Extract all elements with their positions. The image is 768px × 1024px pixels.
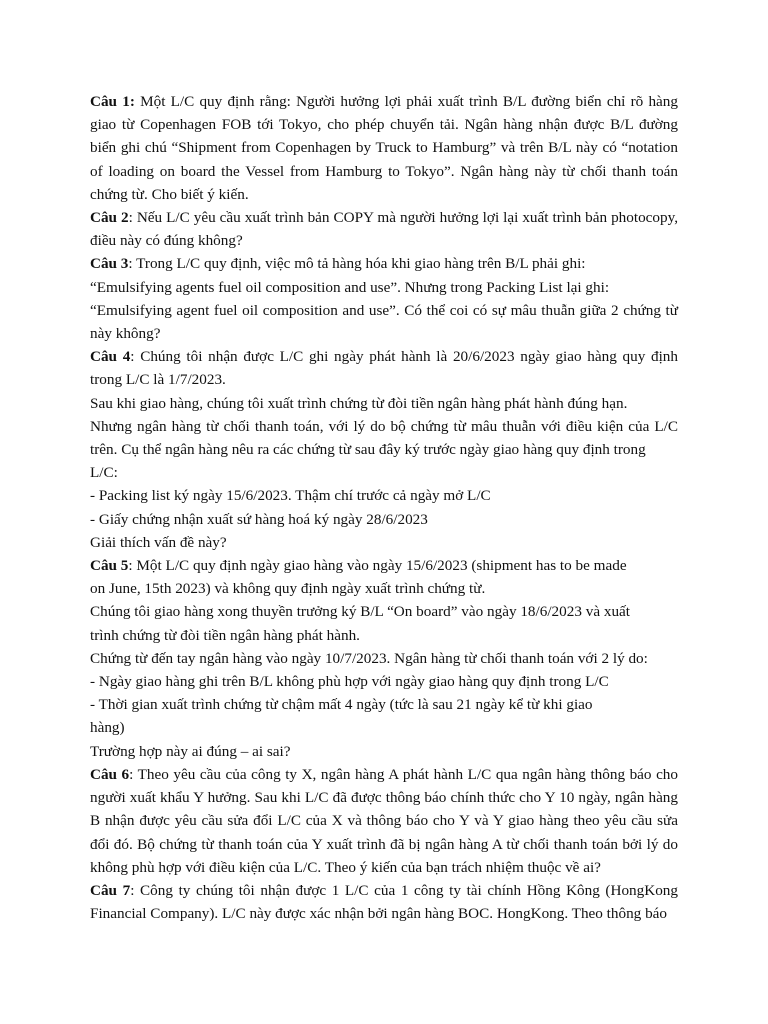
question-5-bullet-1: - Ngày giao hàng ghi trên B/L không phù hợp với ngày giao hàng quy định trong L/C (90, 673, 609, 691)
question-4-bullet-1: - Packing list ký ngày 15/6/2023. Thậm chí trước cả ngày mở L/C (90, 487, 491, 505)
question-4-paragraph-2: Sau khi giao hàng, chúng tôi xuất trình chứng từ đòi tiền ngân hàng phát hành đúng hạn. (90, 394, 628, 412)
question-6-label: Câu 6 (90, 765, 130, 783)
question-5-paragraph-2-end: trình chứng từ đòi tiền ngân hàng phát hành. (90, 626, 360, 644)
question-4-paragraph-3-end: L/C: (90, 464, 118, 482)
question-7 (90, 879, 678, 925)
question-4-paragraph-3: Nhưng ngân hàng từ chối thanh toán, với lý do bộ chứng từ mâu thuẫn với điều kiện của L/C trên. Cụ thể ngân hàng nêu ra các chứng từ sau đây ký trước ngày giao hàng quy định trong (90, 417, 678, 459)
question-2 (90, 206, 678, 252)
question-5-paragraph-2: Chúng tôi giao hàng xong thuyền trưởng ký B/L “On board” vào ngày 18/6/2023 và xuất (90, 603, 631, 621)
question-5-paragraph-3: Chứng từ đến tay ngân hàng vào ngày 10/7/2023. Ngân hàng từ chối thanh toán với 2 lý do: (90, 649, 648, 667)
question-2-label: Câu 2 (90, 209, 129, 227)
document-page (90, 90, 678, 925)
question-5-line-2: on June, 15th 2023) và không quy định ngày xuất trình chứng từ. (90, 580, 486, 598)
question-4-label: Câu 4 (90, 348, 131, 366)
question-1-label: Câu 1: (90, 93, 135, 110)
question-3-text: : Trong L/C quy định, việc mô tả hàng hóa khi giao hàng trên B/L phải ghi: (128, 255, 586, 273)
question-4-question: Giải thích vấn đề này? (90, 533, 227, 551)
question-4-text: : Chúng tôi nhận được L/C ghi ngày phát hành là 20/6/2023 ngày giao hàng quy định trong L/C là 1/7/2023. (90, 348, 678, 389)
question-7-label: Câu 7 (90, 881, 131, 899)
question-5-bullet-2: - Thời gian xuất trình chứng từ chậm mất 4 ngày (tức là sau 21 ngày kể từ khi giao (90, 696, 593, 714)
question-5-label: Câu 5 (90, 557, 129, 575)
question-5-question: Trường hợp này ai đúng – ai sai? (90, 742, 291, 760)
question-5 (90, 554, 678, 577)
question-3 (90, 252, 678, 275)
question-5-bullet-2-end: hàng) (90, 719, 125, 737)
question-5-text: : Một L/C quy định ngày giao hàng vào ngày 15/6/2023 (shipment has to be made (128, 557, 627, 575)
question-1 (90, 90, 678, 206)
question-3-line-3: “Emulsifying agent fuel oil composition and use”. Có thể coi có sự mâu thuẫn giữa 2 chứng từ này không? (90, 301, 678, 343)
question-6 (90, 763, 678, 879)
question-4 (90, 345, 678, 391)
question-6-text: : Theo yêu cầu của công ty X, ngân hàng A phát hành L/C qua ngân hàng thông báo cho người xuất khẩu Y hưởng. Sau khi L/C đã được thông báo chính thức cho Y 10 ngày, ngân hàng B nhận được yêu cầu sửa đổi L/C của X và thông báo cho Y và Y giao hàng theo yêu cầu sửa đổi đó. Bộ chứng từ thanh toán của Y xuất trình đã bị ngân hàng A từ chối thanh toán bởi lý do không phù hợp với điều kiện của L/C. Theo ý kiến của bạn trách nhiệm thuộc về ai? (90, 765, 678, 876)
question-7-text: : Công ty chúng tôi nhận được 1 L/C của 1 công ty tài chính Hồng Kông (HongKong Financial Company). L/C này được xác nhận bởi ngân hàng BOC. HongKong. Theo thông báo (90, 881, 678, 923)
question-3-label: Câu 3 (90, 255, 129, 273)
question-3-line-2: “Emulsifying agents fuel oil composition and use”. Nhưng trong Packing List lại ghi: (90, 278, 610, 296)
question-1-text: Một L/C quy định rằng: Người hưởng lợi phải xuất trình B/L đường biển chỉ rõ hàng giao từ Copenhagen FOB tới Tokyo, cho phép chuyển tải. Ngân hàng nhận được B/L đường biển ghi chú “Shipment from Copenhagen by Truck to Hamburg” và trên B/L này có “notation of loading on board the Vessel from Hamburg to Tokyo”. Ngân hàng này từ chối thanh toán chứng từ. Cho biết ý kiến. (90, 93, 678, 203)
question-2-text: : Nếu L/C yêu cầu xuất trình bản COPY mà người hưởng lợi lại xuất trình bản photocopy, điều này có đúng không? (90, 209, 679, 250)
question-4-bullet-2: - Giấy chứng nhận xuất sứ hàng hoá ký ngày 28/6/2023 (90, 510, 428, 528)
